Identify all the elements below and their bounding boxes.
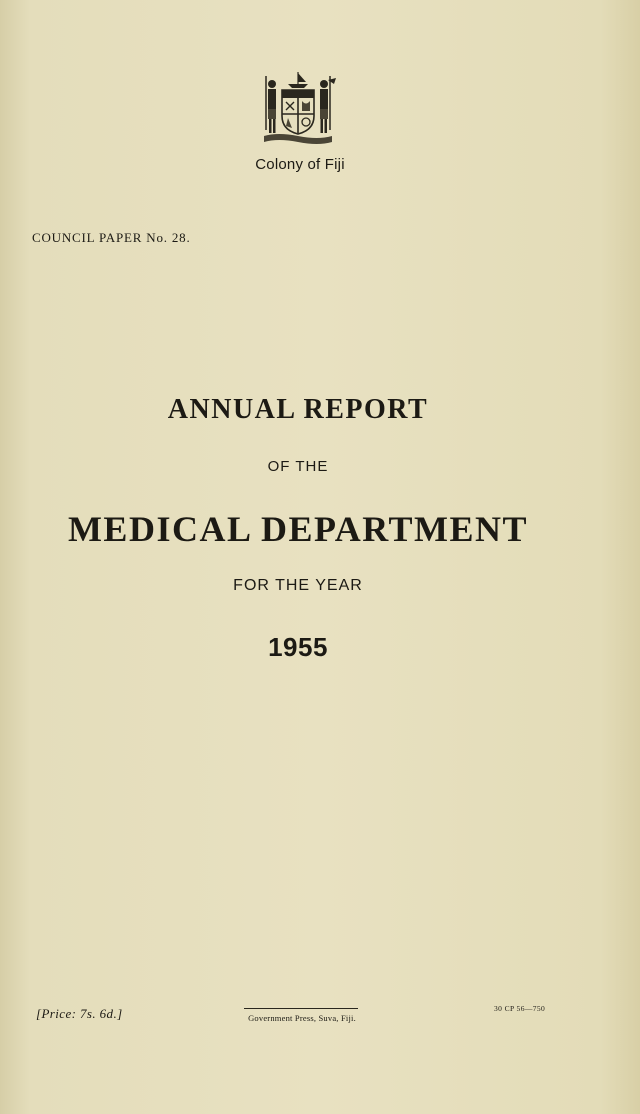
price-label: [Price: 7s. 6d.]	[36, 1006, 123, 1021]
colony-name: Colony of Fiji	[255, 156, 345, 173]
coat-of-arms-icon	[258, 70, 338, 146]
council-paper-number: COUNCIL PAPER No. 28.	[32, 230, 191, 245]
printer-imprint: Government Press, Suva, Fiji.	[248, 1013, 356, 1023]
print-code: 30 CP 56—750	[494, 1004, 546, 1013]
title-medical-department: MEDICAL DEPARTMENT	[67, 509, 529, 549]
footer-divider	[244, 1008, 358, 1009]
title-of-the: OF THE	[267, 458, 329, 475]
title-annual-report: ANNUAL REPORT	[167, 394, 429, 425]
report-year: 1955	[268, 632, 328, 662]
title-for-the-year: FOR THE YEAR	[233, 577, 363, 594]
